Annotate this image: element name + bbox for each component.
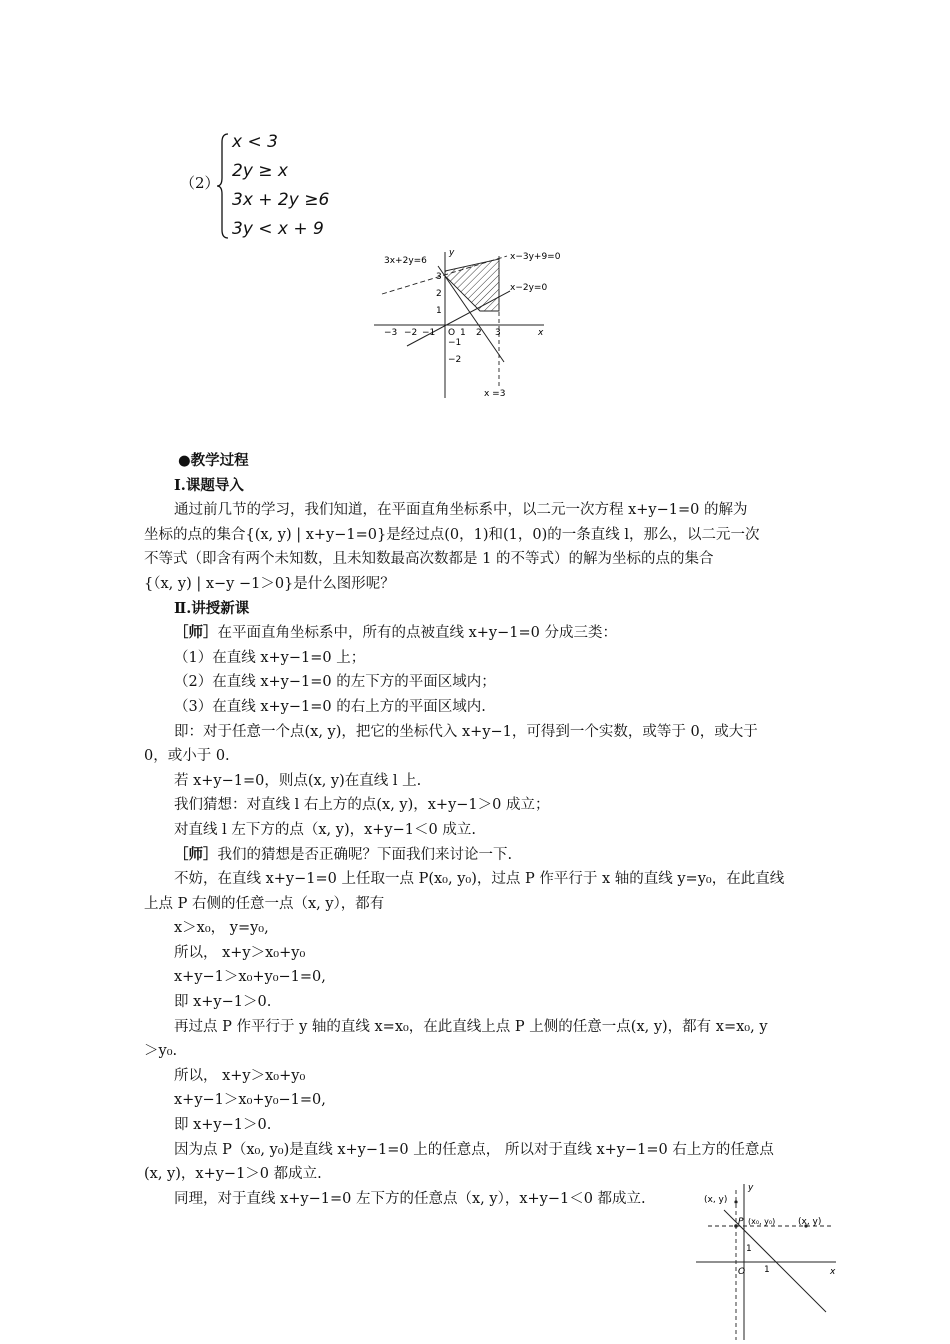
point-above <box>734 1200 737 1203</box>
tick-x: −2 <box>404 328 418 338</box>
equation: x+y−1＞x₀+y₀−1=0, <box>174 1092 326 1109</box>
paragraph: 即：对于任意一个点(x, y)，把它的坐标代入 x+y−1，可得到一个实数，或等于 0，或大于 <box>174 723 758 740</box>
tick-y: −1 <box>448 338 462 348</box>
equation: 即 x+y−1＞0. <box>174 1117 272 1134</box>
tick-y: 3 <box>436 272 442 282</box>
axis-y-label: y <box>748 1183 754 1193</box>
paragraph: 上点 P 右侧的任意一点（x, y），都有 <box>144 895 385 912</box>
equation: 所以， x+y＞x₀+y₀ <box>174 1067 306 1084</box>
tick-x: −3 <box>384 328 398 338</box>
label-xy-left: (x, y) <box>704 1195 728 1205</box>
paragraph: ［师］在平面直角坐标系中，所有的点被直线 x+y−1=0 分成三类： <box>174 624 617 642</box>
paragraph: {（x, y) | x−y −1＞0}是什么图形呢？ <box>144 575 395 592</box>
case-item: （2）在直线 x+y−1=0 的左下方的平面区域内； <box>174 674 496 691</box>
label-x3y9: x−3y+9=0 <box>510 252 561 262</box>
paragraph: 若 x+y−1=0，则点(x, y)在直线 l 上. <box>174 772 422 789</box>
case-item: （3）在直线 x+y−1=0 的右上方的平面区域内. <box>174 698 486 715</box>
section-heading: ●教学过程 <box>178 452 249 469</box>
tick-y: −2 <box>448 355 462 365</box>
equation: x+y−1＞x₀+y₀−1=0, <box>174 969 326 986</box>
tick-1x: 1 <box>764 1265 770 1275</box>
paragraph: ［师］我们的猜想是否正确呢？下面我们来讨论一下. <box>174 845 513 863</box>
part2-title: Ⅱ.讲授新课 <box>174 599 250 617</box>
origin-label: O <box>738 1267 746 1277</box>
tick-y: 2 <box>436 289 442 299</box>
equation: x＞x₀， y=y₀, <box>174 920 269 937</box>
paragraph: 通过前几节的学习，我们知道，在平面直角坐标系中，以二元一次方程 x+y−1=0 的解为 <box>174 502 748 519</box>
label-xy-right: (x, y) <box>798 1217 822 1227</box>
paragraph: 坐标的点的集合{(x, y) | x+y−1=0}是经过点(0，1)和(1，0)的一条直线 l，那么，以二元一次 <box>144 526 760 543</box>
label-p-coords: (x₀, y₀) <box>748 1217 776 1226</box>
tick-x: 1 <box>460 328 466 338</box>
inequality-1: x < 3 <box>232 132 278 152</box>
equation: 即 x+y−1＞0. <box>174 994 272 1011</box>
tick-x: 3 <box>495 328 501 338</box>
tick-1y: 1 <box>746 1244 752 1254</box>
lesson-body <box>144 449 808 1211</box>
system-brace <box>216 132 230 240</box>
axis-x-label: x <box>538 328 544 338</box>
axis-y-label: y <box>449 248 455 258</box>
paragraph: 再过点 P 作平行于 y 轴的直线 x=x₀，在此直线上点 P 上侧的任意一点(x, y)，都有 x=x₀, y <box>174 1018 768 1035</box>
paragraph: 同理，对于直线 x+y−1=0 左下方的任意点（x, y），x+y−1＜0 都成立. <box>174 1190 646 1207</box>
case-item: （1）在直线 x+y−1=0 上； <box>174 649 366 666</box>
paragraph: (x, y)，x+y−1＞0 都成立. <box>144 1166 322 1183</box>
paragraph: 不等式（即含有两个未知数，且未知数最高次数都是 1 的不等式）的解为坐标的点的集合 <box>144 551 714 568</box>
label-x3: x =3 <box>484 389 506 399</box>
inequality-2: 2y ≥ x <box>232 161 288 181</box>
feasible-region-graph <box>372 246 572 400</box>
part1-title: Ⅰ.课题导入 <box>174 476 244 494</box>
equation: 所以， x+y＞x₀+y₀ <box>174 944 306 961</box>
inequality-4: 3y < x + 9 <box>232 219 324 239</box>
axis-x-label: x <box>830 1267 836 1277</box>
label-x2y: x−2y=0 <box>510 283 548 293</box>
system-label: （2） <box>180 174 220 192</box>
tick-x: −1 <box>422 328 436 338</box>
paragraph: 对直线 l 左下方的点（x, y)，x+y−1＜0 成立. <box>174 821 476 838</box>
inequality-3: 3x + 2y ≥6 <box>232 190 330 210</box>
shaded-region <box>445 259 499 311</box>
tick-y: 1 <box>436 306 442 316</box>
teacher-tag: ［师］ <box>174 624 218 642</box>
tick-x: 2 <box>476 328 482 338</box>
paragraph: 我们猜想：对直线 l 右上方的点(x, y)，x+y−1＞0 成立； <box>174 797 550 814</box>
paragraph: ＞y₀. <box>144 1043 178 1060</box>
paragraph: 0，或小于 0. <box>144 748 230 765</box>
paragraph: 因为点 P（x₀, y₀)是直线 x+y−1=0 上的任意点， 所以对于直线 x+y−1=0 右上方的任意点 <box>174 1141 774 1158</box>
label-p: P <box>738 1217 744 1227</box>
line-point-graph <box>694 1180 842 1342</box>
label-3x2y: 3x+2y=6 <box>384 256 427 266</box>
paragraph: 不妨，在直线 x+y−1=0 上任取一点 P(x₀, y₀)，过点 P 作平行于 x 轴的直线 y=y₀，在此直线 <box>174 871 785 888</box>
origin-label: O <box>448 328 456 338</box>
teacher-tag: ［师］ <box>174 845 218 863</box>
